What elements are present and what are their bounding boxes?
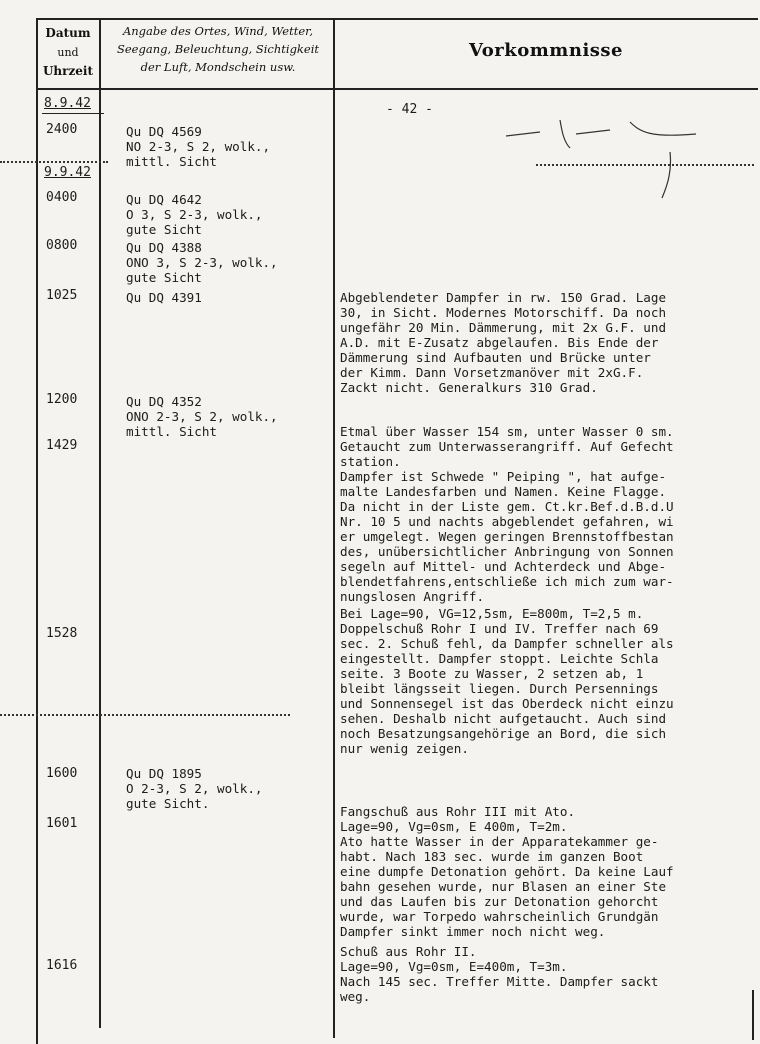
time-1200: 1200 bbox=[46, 392, 78, 407]
event-1429: Etmal über Wasser 154 sm, unter Wasser 0 sm. Getaucht zum Unterwasserangriff. Auf Gefecht station. Dampfer ist Schwede " Peiping ", hat aufge- malte Landesfarben und Namen. Keine Flagge. Da nicht in der Liste gem. Ct.kr.Bef.d.B.d.U Nr. 10 5 und nachts abgeblendet gefahren, wi er umgelegt. Wegen geringen Brennstoffbestan des, unübersichtlicher Anbringung von Sonnen segeln auf Mittel- und Achterdeck und Abge- blendetfahrens,entschließe ich mich zum war- nungslosen Angriff. bbox=[340, 424, 674, 604]
separator-dots-1 bbox=[536, 164, 754, 166]
separator-dots-3 bbox=[0, 714, 290, 716]
time-1528: 1528 bbox=[46, 626, 78, 641]
left-border bbox=[36, 18, 38, 1044]
header-angabe-line-1: Angabe des Ortes, Wind, Wetter, bbox=[122, 24, 314, 38]
date-9-9-42: 9.9.42 bbox=[44, 165, 91, 180]
header-datum-line-3: Uhrzeit bbox=[42, 64, 94, 78]
signature-scrawl bbox=[500, 112, 700, 202]
separator-dots-2 bbox=[0, 161, 108, 163]
weather-1200: Qu DQ 4352 ONO 2-3, S 2, wolk., mittl. Sicht bbox=[126, 394, 278, 439]
date-8-9-42: 8.9.42 bbox=[44, 96, 91, 111]
header-vorkommnisse: Vorkommnisse bbox=[468, 40, 624, 61]
time-0800: 0800 bbox=[46, 238, 78, 253]
event-1528: Bei Lage=90, VG=12,5sm, E=800m, T=2,5 m. Doppelschuß Rohr I und IV. Treffer nach 69 sec. 2. Schuß fehl, da Dampfer schneller als eingestellt. Dampfer stoppt. Leichte Schla seite. 3 Boote zu Wasser, 2 setzen ab, 1 bleibt längsseit liegen. Durch Persennings und Sonnensegel ist das Oberdeck nicht einzu sehen. Deshalb nicht aufgetaucht. Auch sind noch Besatzungsangehörige an Bord, die sich nur wenig zeigen. bbox=[340, 606, 674, 756]
header-angabe-line-3: der Luft, Mondschein usw. bbox=[140, 60, 296, 74]
header-datum bbox=[38, 24, 98, 81]
weather-0400: Qu DQ 4642 O 3, S 2-3, wolk., gute Sicht bbox=[126, 192, 263, 237]
time-1429: 1429 bbox=[46, 438, 78, 453]
page-number: - 42 - bbox=[386, 102, 433, 117]
header-datum-line-1: Datum bbox=[45, 26, 91, 40]
time-1600: 1600 bbox=[46, 766, 78, 781]
weather-2400: Qu DQ 4569 NO 2-3, S 2, wolk., mittl. Sicht bbox=[126, 124, 271, 169]
time-2400: 2400 bbox=[46, 122, 78, 137]
col-divider-1 bbox=[99, 18, 101, 1028]
header-datum-line-2: und bbox=[57, 46, 79, 59]
weather-0800: Qu DQ 4388 ONO 3, S 2-3, wolk., gute Sicht bbox=[126, 240, 278, 285]
right-margin-mark bbox=[752, 990, 754, 1040]
time-0400: 0400 bbox=[46, 190, 78, 205]
date-line-1 bbox=[42, 113, 104, 114]
event-1601: Fangschuß aus Rohr III mit Ato. Lage=90, Vg=0sm, E 400m, T=2m. Ato hatte Wasser in der Apparatekammer ge- habt. Nach 183 sec. wurde im ganzen Boot eine dumpfe Detonation gehört. Da keine Lauf bahn gesehen wurde, nur Blasen an einer Ste und das Laufen bis zur Detonation gehorcht wurde, war Torpedo wahrscheinlich Grundgän Dampfer sinkt immer noch nicht weg. bbox=[340, 804, 674, 939]
top-border bbox=[36, 18, 758, 20]
header-angabe-line-2: Seegang, Beleuchtung, Sichtigkeit bbox=[116, 42, 320, 56]
header-angabe bbox=[102, 22, 334, 76]
header-bottom-line bbox=[36, 88, 758, 90]
col-divider-2 bbox=[333, 18, 335, 1038]
weather-1600: Qu DQ 1895 O 2-3, S 2, wolk., gute Sicht. bbox=[126, 766, 263, 811]
event-1616: Schuß aus Rohr II. Lage=90, Vg=0sm, E=400m, T=3m. Nach 145 sec. Treffer Mitte. Dampfer sackt weg. bbox=[340, 944, 659, 1004]
time-1616: 1616 bbox=[46, 958, 78, 973]
weather-1025: Qu DQ 4391 bbox=[126, 290, 202, 305]
time-1025: 1025 bbox=[46, 288, 78, 303]
time-1601: 1601 bbox=[46, 816, 78, 831]
event-1025: Abgeblendeter Dampfer in rw. 150 Grad. Lage 30, in Sicht. Modernes Motorschiff. Da noch ungefähr 20 Min. Dämmerung, mit 2x G.F. und A.D. mit E-Zusatz abgelaufen. Bis Ende der Dämmerung sind Aufbauten und Brücke unter der Kimm. Dann Vorsetzmanöver mit 2xG.F. Zackt nicht. Generalkurs 310 Grad. bbox=[340, 290, 667, 395]
